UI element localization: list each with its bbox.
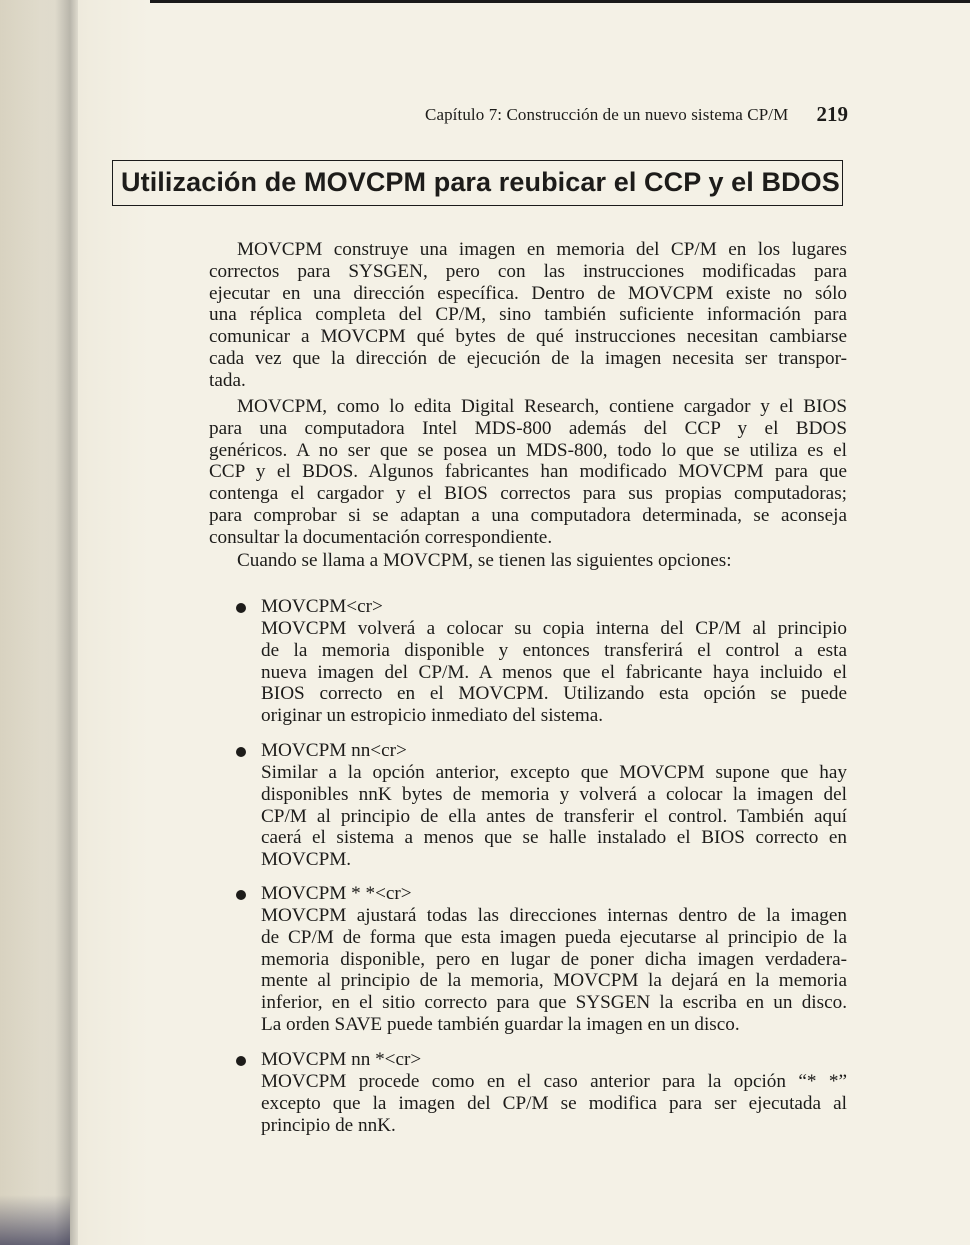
option-line: inferior, en el sitio correcto para que SYSGEN la escriba en un disco.: [261, 992, 847, 1014]
paragraph-line: contenga el cargador y el BIOS correctos para sus propias computadoras;: [209, 483, 847, 505]
option-line: MOVCPM.: [261, 849, 352, 871]
bullet-icon: [236, 603, 246, 613]
option-command: MOVCPM * *<cr>: [261, 883, 412, 904]
option-line: CP/M al principio de ella antes de transferir el control. También aquí: [261, 805, 847, 827]
option-command: MOVCPM<cr>: [261, 596, 383, 617]
paragraph-line: MOVCPM construye una imagen en memoria del CP/M en los lugares: [237, 239, 847, 260]
option-line: BIOS correcto en el MOVCPM. Utilizando esta opción se puede: [261, 683, 847, 705]
paragraph-line: genéricos. A no ser que se posea un MDS-800, todo lo que se utiliza es el: [209, 439, 847, 461]
option-description: [261, 905, 847, 1036]
bullet-icon: [236, 890, 246, 900]
option-line: caerá el sistema a menos que se halle instalado el BIOS correcto en: [261, 827, 847, 849]
page-corner-edge: [0, 1195, 70, 1245]
paragraph-line: correctos para SYSGEN, pero con las instrucciones modificadas para: [209, 260, 847, 282]
option-line: MOVCPM procede como en el caso anterior para la opción “* *”: [261, 1071, 847, 1092]
paragraph-line: para una computadora Intel MDS-800 además del CCP y el BDOS: [209, 417, 847, 439]
paragraph-3: [209, 550, 847, 572]
option-line: principio de nnK.: [261, 1114, 396, 1136]
option-line: de CP/M de forma que esta imagen pueda ejecutarse al principio de la: [261, 926, 847, 948]
option-line: originar un estropicio inmediato del sistema.: [261, 705, 604, 727]
chapter-title: Capítulo 7: Construcción de un nuevo sistema CP/M: [425, 105, 789, 124]
bullet-icon: [236, 747, 246, 757]
option-line: memoria disponible, pero en lugar de poner dicha imagen verdadera-: [261, 948, 847, 970]
option-line: MOVCPM ajustará todas las direcciones internas dentro de la imagen: [261, 905, 847, 926]
paragraph-line: CCP y el BDOS. Algunos fabricantes han modificado MOVCPM para que: [209, 461, 847, 483]
option-line: Similar a la opción anterior, excepto que MOVCPM supone que hay: [261, 762, 847, 783]
running-head: [425, 102, 850, 126]
option-line: nueva imagen del CP/M. A menos que el fabricante haya incluido el: [261, 661, 847, 683]
paragraph-line: ejecutar en una dirección específica. Dentro de MOVCPM existe no sólo: [209, 282, 847, 304]
paragraph-line: una réplica completa del CP/M, sino también suficiente información para: [209, 304, 847, 326]
paragraph-line: comunicar a MOVCPM qué bytes de qué instrucciones necesitan cambiarse: [209, 326, 847, 348]
paragraph-line: para comprobar si se adaptan a una computadora determinada, se aconseja: [209, 504, 847, 526]
option-command: MOVCPM nn<cr>: [261, 740, 407, 761]
paragraph-line: consultar la documentación correspondiente.: [209, 526, 553, 548]
book-binding-shadow: [0, 0, 78, 1245]
option-line: mente al principio de la memoria, MOVCPM la dejará en la memoria: [261, 970, 847, 992]
paragraph-1: [209, 239, 847, 392]
paragraph-line: cada vez que la dirección de ejecución de la imagen necesita ser transpor-: [209, 347, 847, 369]
option-command: MOVCPM nn *<cr>: [261, 1049, 422, 1070]
bullet-icon: [236, 1056, 246, 1066]
page-number: 219: [816, 102, 848, 126]
paragraph-line: Cuando se llama a MOVCPM, se tienen las siguientes opciones:: [237, 550, 732, 571]
paragraph-line: MOVCPM, como lo edita Digital Research, contiene cargador y el BIOS: [237, 396, 847, 417]
section-title-box: [112, 160, 843, 206]
option-line: de la memoria disponible y entonces transferirá el control a esta: [261, 639, 847, 661]
option-line: disponibles nnK bytes de memoria y volverá a colocar la imagen del: [261, 783, 847, 805]
option-description: [261, 762, 847, 871]
option-line: MOVCPM volverá a colocar su copia interna del CP/M al principio: [261, 618, 847, 639]
option-line: excepto que la imagen del CP/M se modifica para ser ejecutada al: [261, 1092, 847, 1114]
option-description: [261, 618, 847, 727]
section-title: Utilización de MOVCPM para reubicar el CCP y el BDOS: [121, 167, 840, 197]
paragraph-2: [209, 396, 847, 549]
paragraph-line: tada.: [209, 369, 246, 391]
option-line: La orden SAVE puede también guardar la imagen en un disco.: [261, 1013, 740, 1035]
option-description: [261, 1071, 847, 1136]
